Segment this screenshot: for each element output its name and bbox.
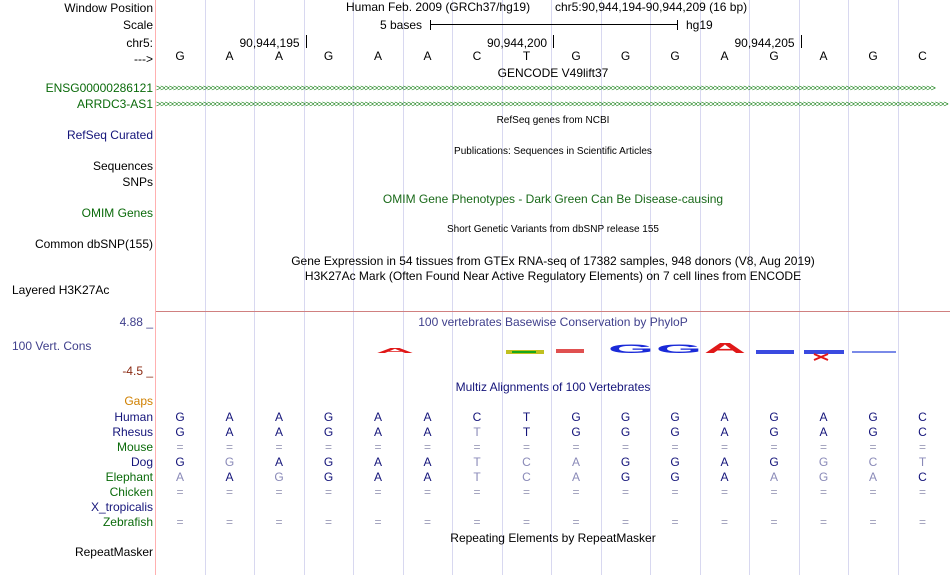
aligned-base: A [373,410,382,424]
aligned-base: A [720,410,729,424]
short-variants-title: Short Genetic Variants from dbSNP release 155 [447,224,659,235]
aligned-base: A [423,410,432,424]
aligned-base: C [522,455,531,469]
ruler-coordinate-label: 90,944,205 [734,36,795,50]
ruler-tick [801,35,802,48]
aligned-base: A [423,470,432,484]
reference-base: G [670,49,680,63]
aligned-base: G [868,410,878,424]
logo-small-green [512,351,536,353]
aligned-base: G [868,425,878,439]
scale-bar-right-tick [677,20,678,30]
scale-db-label: hg19 [686,18,713,32]
aligned-base: = [572,440,580,454]
multiz-title: Multiz Alignments of 100 Vertebrates [455,380,651,394]
aligned-base: = [423,515,431,529]
aligned-base: = [869,515,877,529]
aligned-base: A [571,470,580,484]
logo-small-blue2 [804,350,844,354]
arrdc3-gene-arrows[interactable]: >>>>>>>>>>>>>>>>>>>>>>>>>>>>>>>>>>>>>>>>>>>>>>>>>>>>>>>>>>>>>>>>>>>>>>>>>>>>>>>>>>>>>>>>>>>>>>>>>>>>>>>>>>>>>>>>>>>>>>>>>>>>>>>>>>>>>>>>>>>>>>>>>>>>>>>>>>>>>>>>>>>>>>>>>>>>>>>>>>>>>>>>>> [156,99,948,109]
scale-label: Scale [122,18,153,32]
aligned-base: T [918,455,927,469]
aligned-base: = [621,515,629,529]
species-label[interactable]: X_tropicalis [90,500,153,514]
reference-base: G [323,49,334,63]
species-label[interactable]: Dog [130,455,153,469]
reference-base: G [769,49,779,63]
assembly-title: Human Feb. 2009 (GRCh37/hg19) [346,0,531,14]
aligned-base: A [225,410,234,424]
track-label-omim[interactable]: OMIM Genes [81,206,153,220]
aligned-base: = [275,515,283,529]
reference-base: G [868,49,878,63]
aligned-base: A [373,455,382,469]
aligned-base: A [423,455,432,469]
aligned-base: = [720,515,728,529]
aligned-base: = [374,440,382,454]
logo-letter-a2: A [704,340,746,357]
aligned-base: = [324,485,332,499]
track-label-ensg[interactable]: ENSG00000286121 [45,81,153,95]
aligned-base: T [473,455,481,469]
aligned-base: G [323,410,334,424]
track-label-repeatmasker[interactable]: RepeatMasker [74,545,153,559]
ensg-gene-arrows[interactable]: >>>>>>>>>>>>>>>>>>>>>>>>>>>>>>>>>>>>>>>>>>>>>>>>>>>>>>>>>>>>>>>>>>>>>>>>>>>>>>>>>>>>>>>>>>>>>>>>>>>>>>>>>>>>>>>>>>>>>>>>>>>>>>>>>>>>>>>>>>>>>>>>>>>>>>>>>>>>>>>>>>>>>>>>>>>>>>>>>>>>>>> [156,83,935,93]
aligned-base: = [869,440,877,454]
aligned-base: = [819,440,827,454]
aligned-base: C [918,410,927,424]
aligned-base: = [671,485,679,499]
aligned-base: A [373,470,382,484]
aligned-base: G [620,425,631,439]
species-label[interactable]: Mouse [116,440,153,454]
cons-max-label: 4.88 _ [119,315,153,329]
aligned-base: = [918,515,926,529]
logo-letter-g2: G [656,343,702,356]
aligned-base: = [720,440,728,454]
aligned-base: G [620,470,631,484]
aligned-base: = [720,485,728,499]
aligned-base: = [324,440,332,454]
aligned-base: A [274,410,283,424]
aligned-base: G [175,455,185,469]
track-label-snps[interactable]: SNPs [122,175,153,189]
aligned-base: A [373,425,382,439]
aligned-base: = [225,440,233,454]
refseq-title: RefSeq genes from NCBI [496,115,610,126]
aligned-base: = [473,485,481,499]
chrom-label: chr5: [126,36,153,50]
aligned-base: G [323,470,334,484]
aligned-base: C [918,470,927,484]
omim-title: OMIM Gene Phenotypes - Dark Green Can Be Disease-causing [382,192,724,206]
aligned-base: C [472,410,482,424]
aligned-base: = [918,485,926,499]
aligned-base: = [918,440,926,454]
track-label-vert-cons[interactable]: 100 Vert. Cons [12,339,92,353]
track-label-gaps[interactable]: Gaps [124,394,153,408]
aligned-base: G [175,410,185,424]
ruler-coordinate-label: 90,944,200 [487,36,548,50]
aligned-base: = [374,515,382,529]
scale-bases-text: 5 bases [380,18,423,32]
aligned-base: = [522,440,530,454]
track-data-panel[interactable] [155,0,950,575]
reference-base: G [571,49,581,63]
aligned-base: G [769,410,779,424]
aligned-base: = [275,440,283,454]
aligned-base: = [770,485,778,499]
aligned-base: G [818,455,829,469]
conservation-logo[interactable] [156,330,950,370]
repeatmasker-title: Repeating Elements by RepeatMasker [450,531,656,545]
window-position-label: Window Position [64,1,153,15]
reference-base: A [274,49,283,63]
aligned-base: G [571,410,581,424]
aligned-base: G [620,410,631,424]
reference-base: T [522,49,531,63]
aligned-base: G [274,470,284,484]
aligned-base: T [522,425,531,439]
aligned-base: = [473,440,481,454]
aligned-base: = [621,485,629,499]
aligned-base: = [225,485,233,499]
aligned-base: = [473,515,481,529]
aligned-base: A [225,470,234,484]
track-label-sequences[interactable]: Sequences [92,159,153,173]
aligned-base: = [572,515,580,529]
aligned-base: G [670,470,680,484]
aligned-base: = [572,485,580,499]
aligned-base: A [274,455,283,469]
aligned-base: A [720,425,729,439]
ruler-tick [553,35,554,48]
aligned-base: G [818,470,829,484]
track-labels-panel [0,0,155,575]
aligned-base: G [224,455,235,469]
aligned-base: G [670,455,680,469]
aligned-base: G [571,425,581,439]
reference-base: A [819,49,828,63]
publications-title: Publications: Sequences in Scientific Articles [454,146,652,157]
logo-small-blue1 [756,350,794,354]
reference-base: C [918,49,927,63]
aligned-base: A [720,470,729,484]
aligned-base: A [225,425,234,439]
aligned-base: A [819,410,828,424]
reference-base: A [423,49,432,63]
species-label[interactable]: Human [114,410,153,424]
aligned-base: = [275,485,283,499]
logo-small-blue3 [852,351,896,353]
aligned-base: = [225,515,233,529]
aligned-base: = [770,440,778,454]
reference-base: A [225,49,234,63]
aligned-base: = [671,515,679,529]
aligned-base: = [324,515,332,529]
aligned-base: G [670,425,680,439]
aligned-base: T [522,410,531,424]
aligned-base: C [868,455,878,469]
position-range: chr5:90,944,194-90,944,209 (16 bp) [555,0,748,14]
scale-bar [430,24,678,25]
aligned-base: A [868,470,877,484]
aligned-base: A [423,425,432,439]
aligned-base: G [323,425,334,439]
aligned-base: A [274,425,283,439]
reference-base: A [720,49,729,63]
species-label[interactable]: Elephant [105,470,153,484]
aligned-base: = [522,515,530,529]
logo-letter-a1: A [376,346,415,355]
aligned-base: = [423,440,431,454]
aligned-base: = [621,440,629,454]
aligned-base: A [819,425,828,439]
logo-small-red [556,349,584,353]
logo-small-red-x [814,354,828,360]
aligned-base: G [175,425,185,439]
ruler-tick [306,35,307,48]
aligned-base: = [176,485,184,499]
gtex-title: Gene Expression in 54 tissues from GTEx RNA-seq of 17382 samples, 948 donors (V8, Aug 2019) [291,254,815,268]
species-label[interactable]: Rhesus [112,425,153,439]
track-label-arrdc3[interactable]: ARRDC3-AS1 [76,97,153,111]
aligned-base: = [423,485,431,499]
reference-base: G [175,49,185,63]
scale-bar-left-tick [430,20,431,30]
aligned-base: A [720,455,729,469]
aligned-base: = [522,485,530,499]
aligned-base: = [819,515,827,529]
strand-arrow-label[interactable]: ---> [134,52,153,66]
aligned-base: C [918,425,927,439]
aligned-base: = [770,515,778,529]
aligned-base: A [571,455,580,469]
aligned-base: G [670,410,680,424]
gencode-title: GENCODE V49lift37 [497,66,609,80]
h3k27ac-title: H3K27Ac Mark (Often Found Near Active Regulatory Elements) on 7 cell lines from ENCODE [304,269,802,283]
aligned-base: = [819,485,827,499]
aligned-base: = [176,440,184,454]
ruler-coordinate-label: 90,944,195 [239,36,300,50]
aligned-base: = [176,515,184,529]
species-label[interactable]: Chicken [109,485,153,499]
phylop-title: 100 vertebrates Basewise Conservation by PhyloP [418,315,688,329]
aligned-base: T [473,470,481,484]
aligned-base: = [374,485,382,499]
track-label-layered-h3k27ac[interactable]: Layered H3K27Ac [12,283,110,297]
aligned-base: G [620,455,631,469]
logo-letter-g1: G [608,343,654,356]
aligned-base: G [769,425,779,439]
aligned-base: = [869,485,877,499]
reference-base: A [373,49,382,63]
aligned-base: = [671,440,679,454]
cons-min-label: -4.5 _ [122,364,153,378]
aligned-base: C [522,470,531,484]
cons-top-line [156,311,950,312]
track-label-common-dbsnp[interactable]: Common dbSNP(155) [34,237,153,251]
track-label-refseq[interactable]: RefSeq Curated [66,128,153,142]
reference-base: G [620,49,631,63]
aligned-base: A [769,470,778,484]
aligned-base: G [769,455,779,469]
reference-base: C [472,49,482,63]
species-label[interactable]: Zebrafish [102,515,153,529]
aligned-base: A [175,470,184,484]
aligned-base: T [473,425,481,439]
aligned-base: G [323,455,334,469]
